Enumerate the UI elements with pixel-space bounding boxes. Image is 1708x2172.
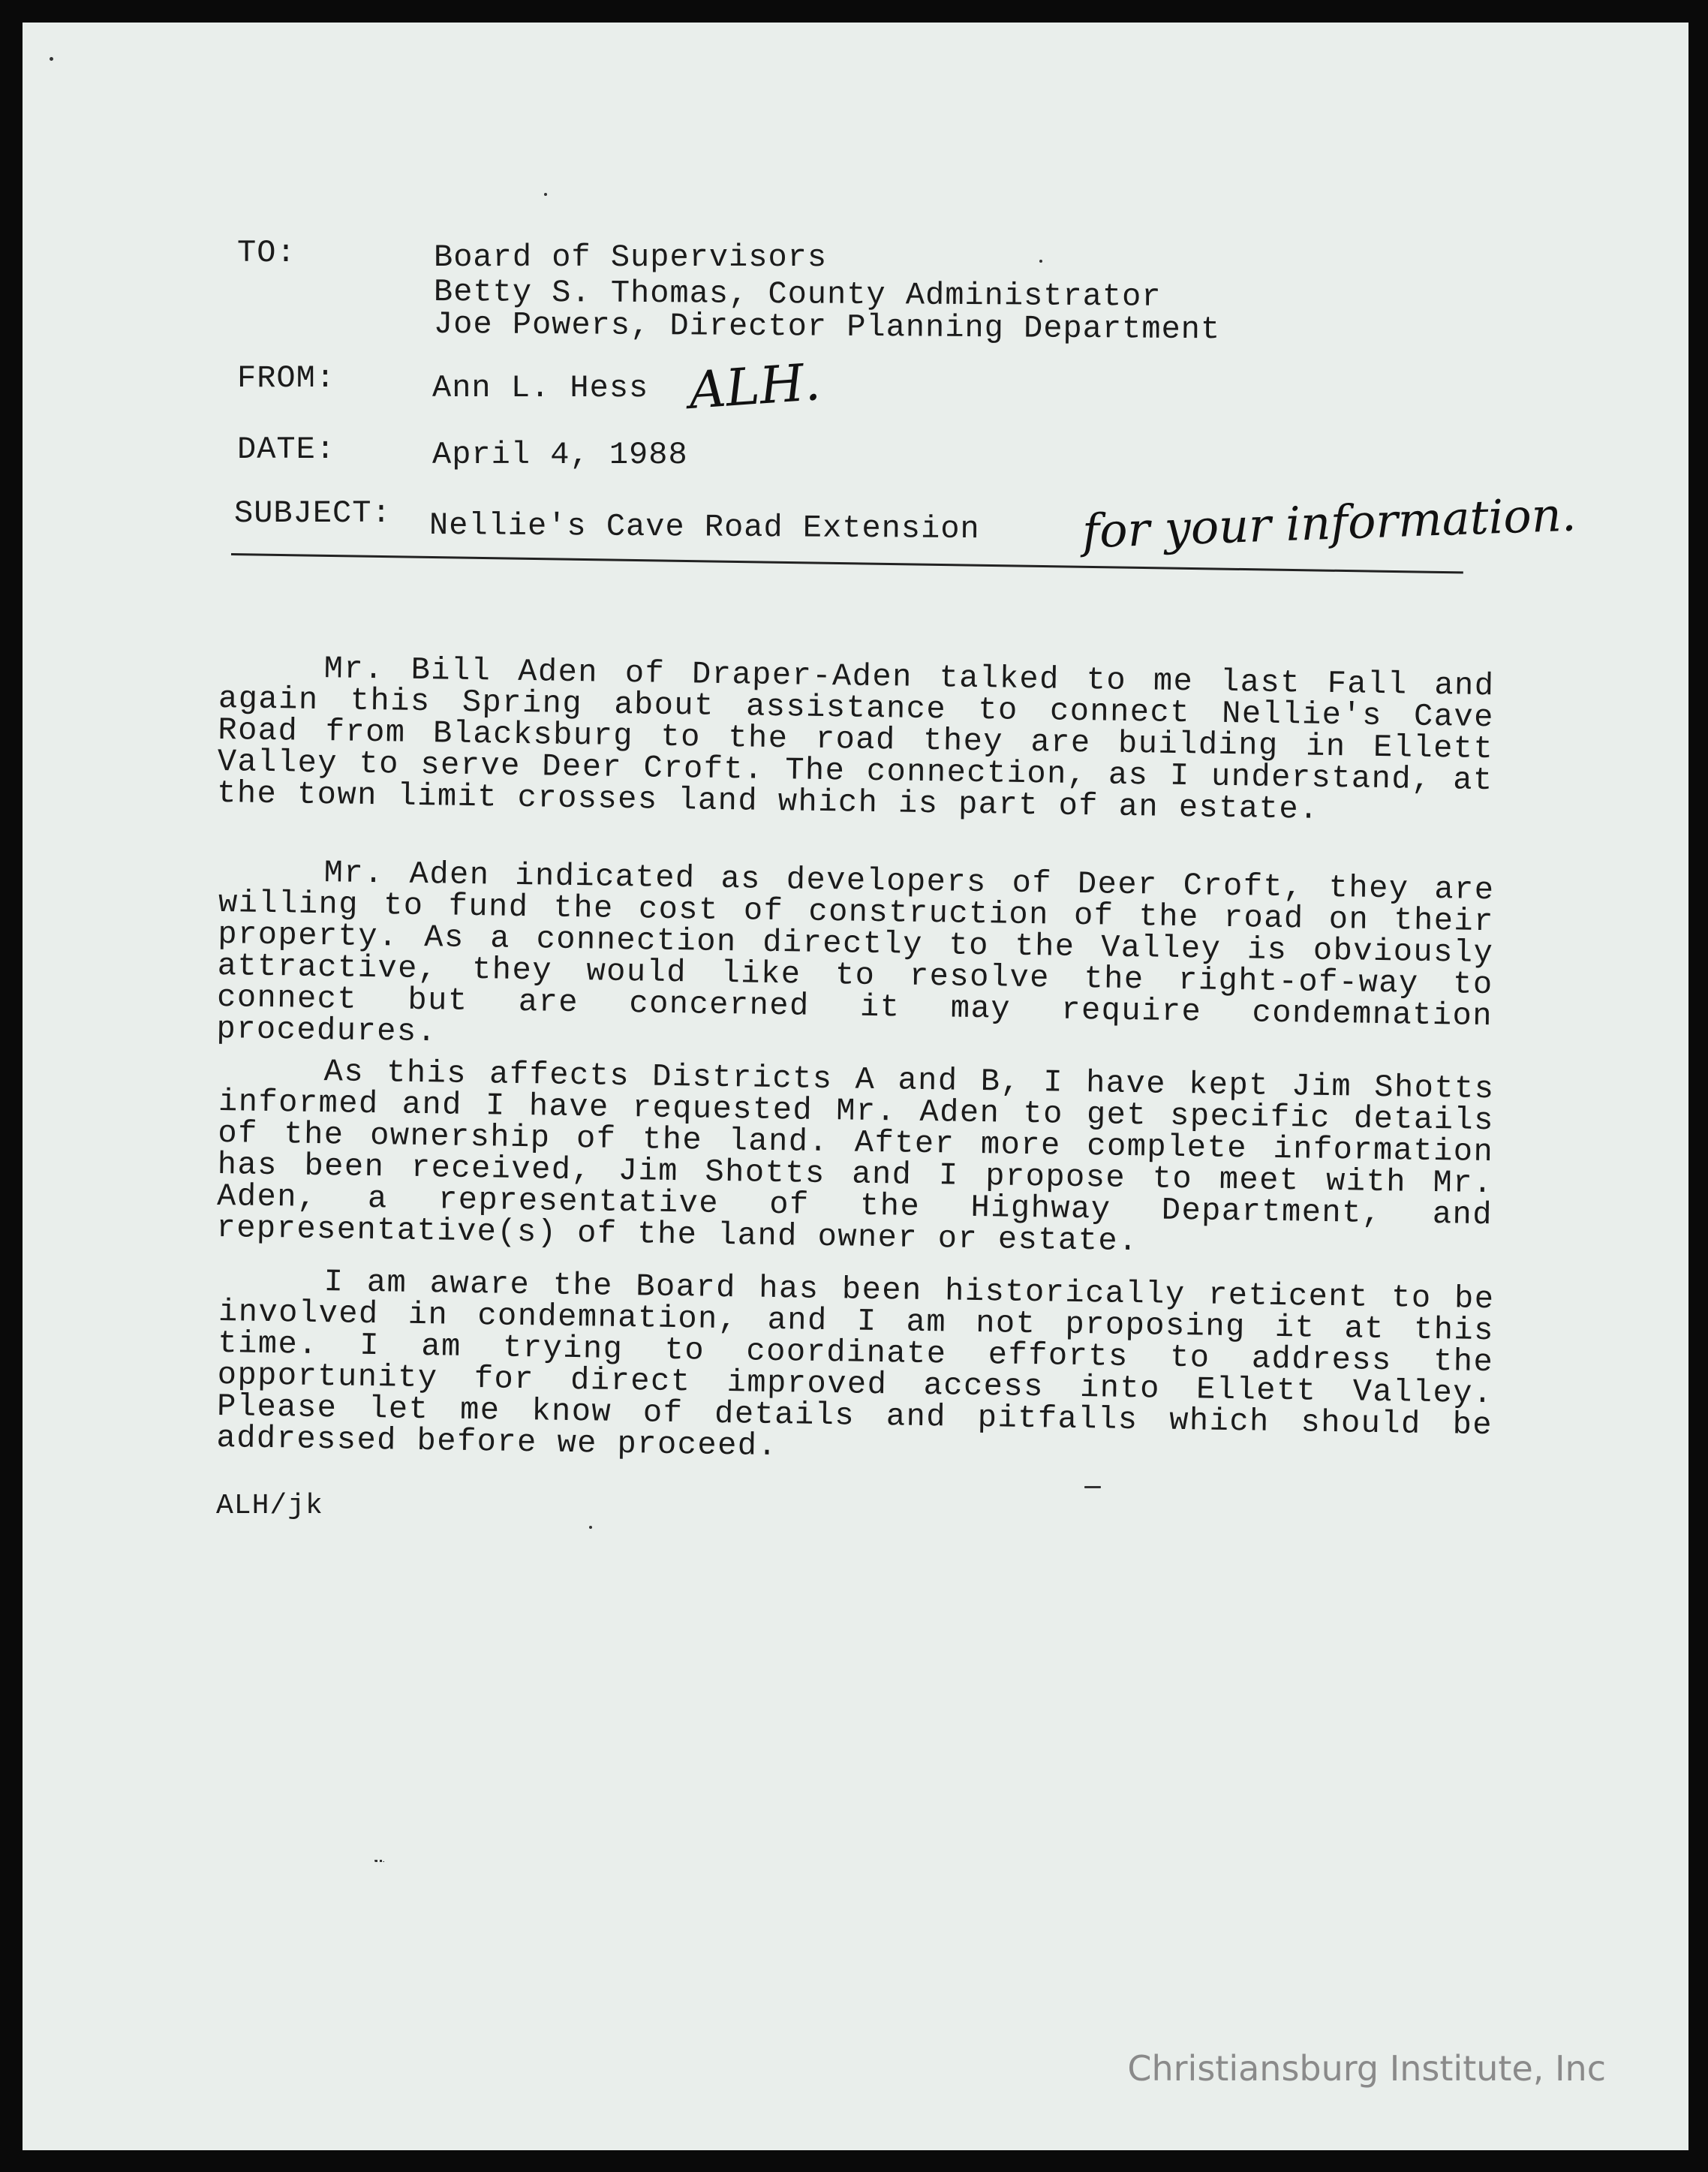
speck: [589, 1526, 592, 1529]
speck: [374, 1860, 384, 1870]
from-value: Ann L. Hess: [432, 370, 649, 406]
speck: [1084, 1486, 1101, 1488]
typist-initials: ALH/jk: [216, 1490, 323, 1522]
from-label: FROM:: [237, 360, 336, 396]
paragraph-4: I am aware the Board has been historically reticent to be involved in condemnation, and I am not proposing it at this time. I am trying to coordinate efforts to address the opportunity for direct improved access into Ellett Valley. Please let me know of details and pitfalls which should be addressed before we proceed.: [216, 1264, 1495, 1465]
paragraph-2: Mr. Aden indicated as developers of Deer Croft, they are willing to fund the cost of construction of the road on their property. As a connection directly to the Valley is obviously attractive, they would like to resolve the right-of-way to connect but are concerned it may require condemnation procedures.: [216, 855, 1495, 1051]
to-recipient-3: Joe Powers, Director Planning Department: [433, 306, 1221, 348]
speck: [544, 193, 547, 196]
document-page: [23, 23, 1688, 2150]
to-label: TO:: [237, 235, 296, 271]
date-value: April 4, 1988: [432, 437, 688, 473]
to-recipient-1: Board of Supervisors: [434, 239, 828, 275]
paragraph-1: Mr. Bill Aden of Draper-Aden talked to me last Fall and again this Spring about assistance to connect Nellie's Cave Road from Blacksburg to the road they are building in Ellett Valley to serve Deer Croft. The connection, as I understand, at the town limit crosses land which is part of an estate.: [216, 651, 1495, 828]
header-divider: [231, 553, 1463, 573]
watermark: Christiansburg Institute, Inc: [1127, 2048, 1606, 2089]
speck: [1039, 260, 1042, 263]
paragraph-3: As this affects Districts A and B, I have kept Jim Shotts informed and I have requested Mr. Aden to get specific details of the ownership of the land. After more complete information has been received, Jim Shotts and I propose to meet with Mr. Aden, a representative of the Highway Department, and representative(s) of the land owner or estate.: [216, 1054, 1495, 1260]
date-label: DATE:: [237, 432, 336, 468]
handwritten-note: for your information.: [1081, 486, 1577, 559]
to-recipient-2: Betty S. Thomas, County Administrator: [433, 274, 1162, 315]
speck: [50, 57, 53, 61]
handwritten-initials: ALH.: [687, 352, 822, 422]
subject-value: Nellie's Cave Road Extension: [429, 507, 980, 548]
subject-label: SUBJECT:: [234, 495, 392, 531]
